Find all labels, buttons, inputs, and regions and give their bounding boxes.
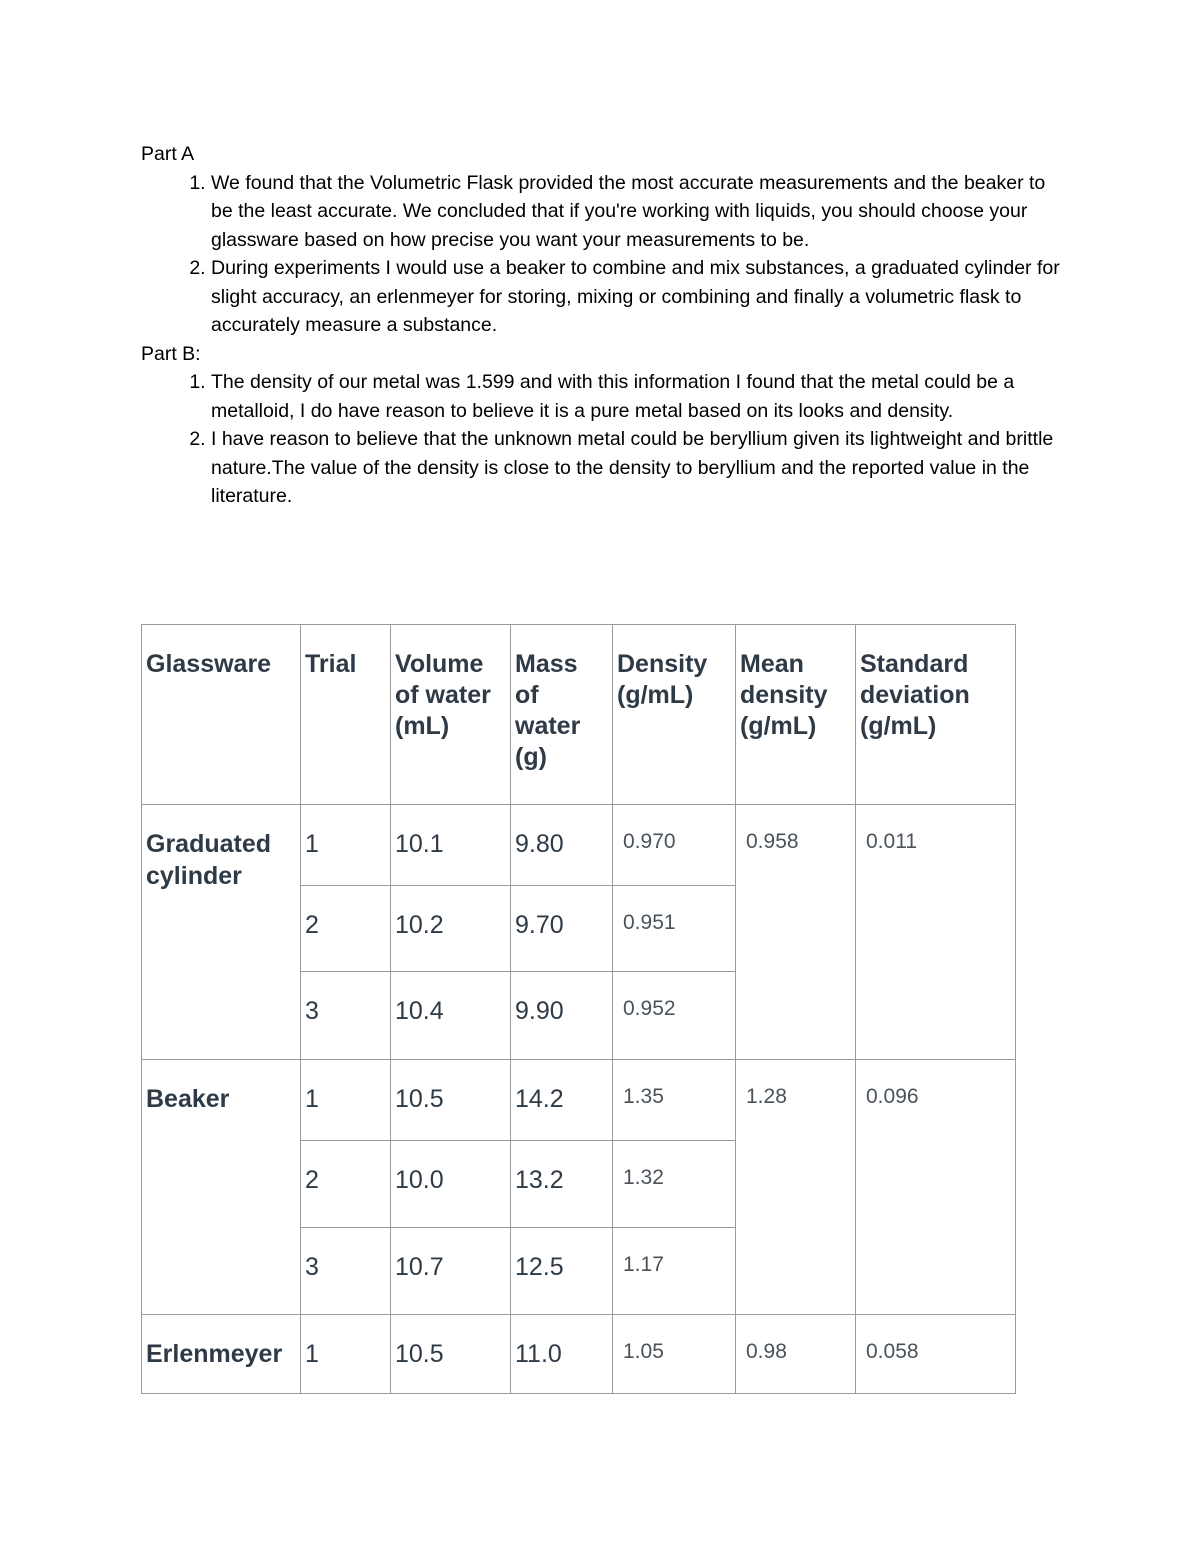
header-volume: Volume of water (mL) — [391, 625, 511, 805]
mass-cell: 11.0 — [511, 1315, 613, 1394]
mass-cell: 9.90 — [511, 972, 613, 1060]
volume-cell: 10.7 — [391, 1228, 511, 1315]
header-trial: Trial — [301, 625, 391, 805]
header-density: Density (g/mL) — [613, 625, 736, 805]
trial-cell: 1 — [301, 1060, 391, 1141]
std-dev-cell: 0.011 — [856, 805, 1016, 1060]
answers-section — [141, 140, 1071, 511]
density-cell: 0.951 — [613, 886, 736, 972]
mass-cell: 14.2 — [511, 1060, 613, 1141]
volume-cell: 10.0 — [391, 1141, 511, 1228]
header-sd: Standard deviation (g/mL) — [856, 625, 1016, 805]
mean-density-cell: 0.958 — [736, 805, 856, 1060]
mean-density-cell: 0.98 — [736, 1315, 856, 1394]
mass-cell: 9.80 — [511, 805, 613, 886]
trial-cell: 1 — [301, 1315, 391, 1394]
table-row — [142, 805, 1016, 886]
trial-cell: 3 — [301, 1228, 391, 1315]
density-cell: 1.32 — [613, 1141, 736, 1228]
trial-cell: 2 — [301, 886, 391, 972]
mass-cell: 12.5 — [511, 1228, 613, 1315]
trial-cell: 2 — [301, 1141, 391, 1228]
glassware-cell: Graduated cylinder — [142, 805, 301, 1060]
table-row — [142, 1060, 1016, 1141]
part-b-item-2: 2. I have reason to believe that the unknown metal could be beryllium given its lightweight and brittle nature.The value of the density is close to the density to beryllium and the reported value in the literature. — [211, 425, 1071, 511]
glassware-cell: Erlenmeyer — [142, 1315, 301, 1394]
header-mass: Mass of water (g) — [511, 625, 613, 805]
density-cell: 0.952 — [613, 972, 736, 1060]
density-cell: 0.970 — [613, 805, 736, 886]
glassware-cell: Beaker — [142, 1060, 301, 1315]
part-a-item-1: 1. We found that the Volumetric Flask provided the most accurate measurements and the beaker to be the least accurate. We concluded that if you're working with liquids, you should choose your glassware based on how precise you want your measurements to be. — [211, 169, 1071, 255]
mass-cell: 9.70 — [511, 886, 613, 972]
mass-cell: 13.2 — [511, 1141, 613, 1228]
part-a-item-2: 2. During experiments I would use a beaker to combine and mix substances, a graduated cylinder for slight accuracy, an erlenmeyer for storing, mixing or combining and finally a volumetric flask to accurately measure a substance. — [211, 254, 1071, 340]
std-dev-cell: 0.096 — [856, 1060, 1016, 1315]
volume-cell: 10.4 — [391, 972, 511, 1060]
header-glassware: Glassware — [142, 625, 301, 805]
density-table — [141, 624, 1016, 1394]
table-header-row — [142, 625, 1016, 805]
trial-cell: 3 — [301, 972, 391, 1060]
part-b-item-1: 1. The density of our metal was 1.599 and with this information I found that the metal could be a metalloid, I do have reason to believe it is a pure metal based on its looks and density. — [211, 368, 1071, 425]
volume-cell: 10.2 — [391, 886, 511, 972]
mean-density-cell: 1.28 — [736, 1060, 856, 1315]
table-row — [142, 1315, 1016, 1394]
density-cell: 1.35 — [613, 1060, 736, 1141]
volume-cell: 10.5 — [391, 1060, 511, 1141]
volume-cell: 10.5 — [391, 1315, 511, 1394]
trial-cell: 1 — [301, 805, 391, 886]
part-a-list — [141, 169, 1071, 340]
part-a-heading: Part A — [141, 143, 195, 165]
std-dev-cell: 0.058 — [856, 1315, 1016, 1394]
part-b-heading: Part B: — [141, 342, 201, 365]
volume-cell: 10.1 — [391, 805, 511, 886]
part-b-list — [141, 368, 1071, 511]
density-cell: 1.17 — [613, 1228, 736, 1315]
density-cell: 1.05 — [613, 1315, 736, 1394]
header-mean: Mean density (g/mL) — [736, 625, 856, 805]
